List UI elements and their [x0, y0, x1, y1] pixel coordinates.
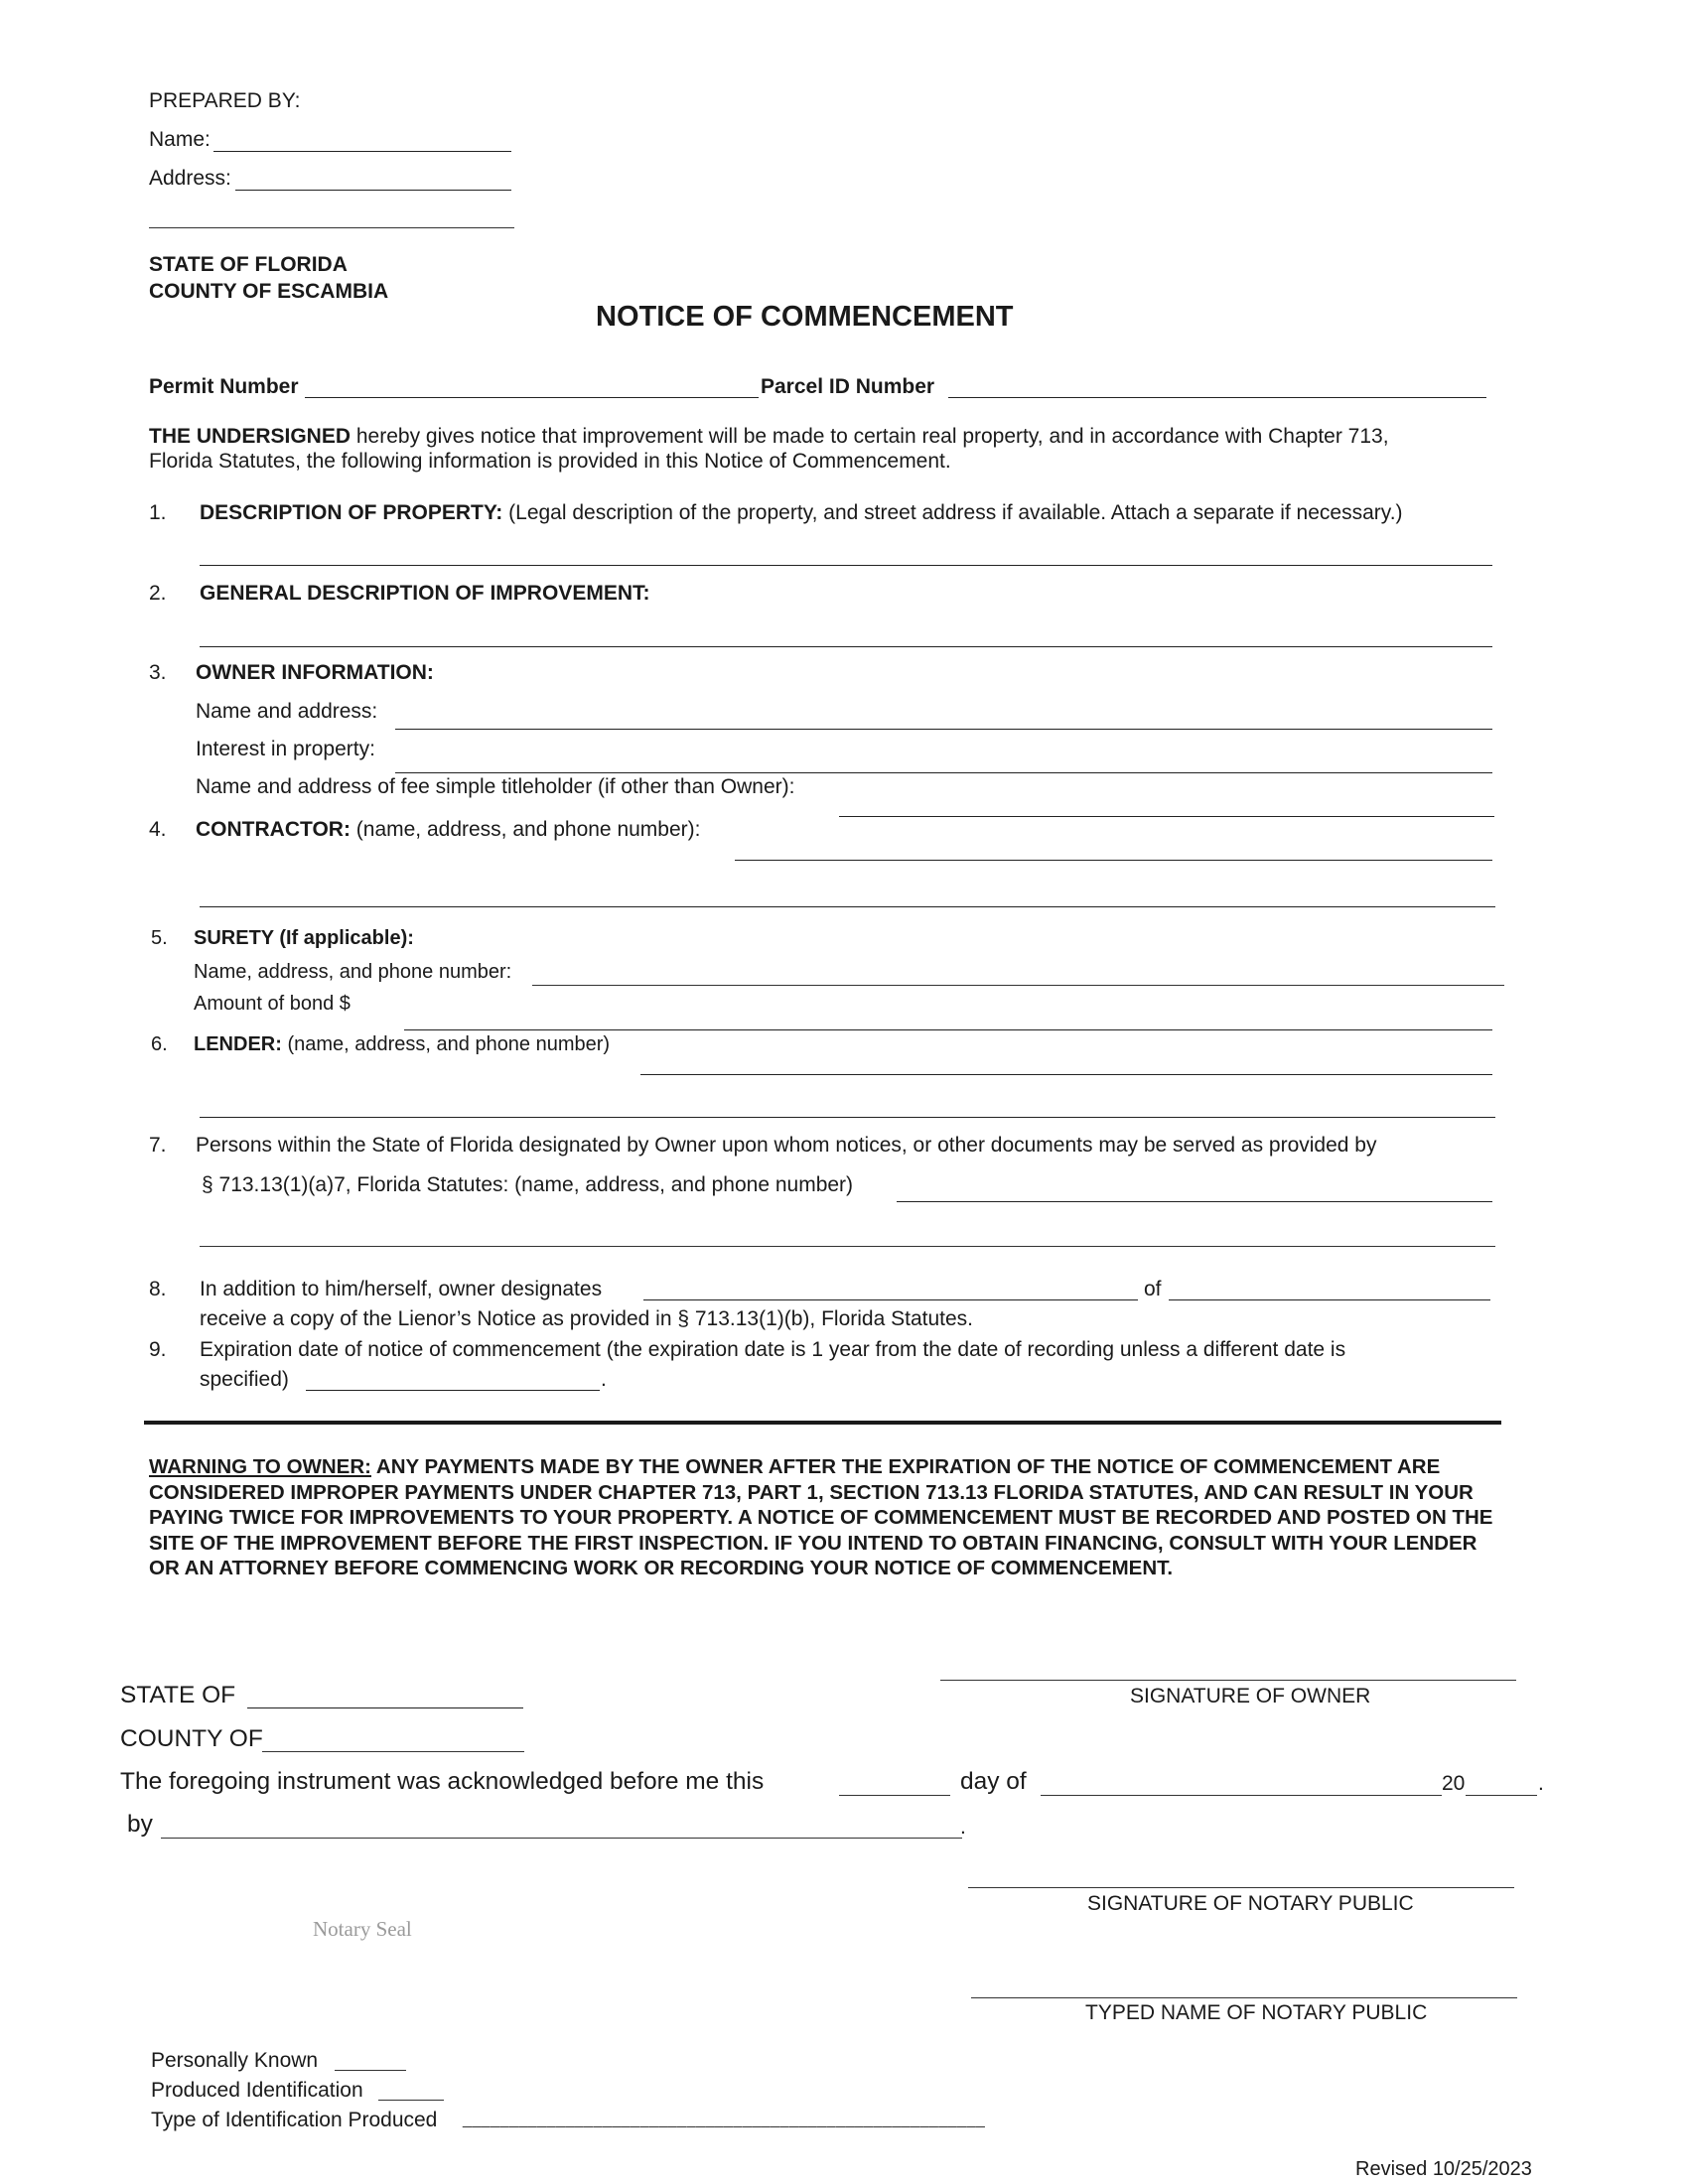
prepared-by-address-label: Address: [149, 167, 231, 190]
warning-heading: WARNING TO OWNER: [149, 1455, 371, 1478]
item-2-number: 2. [149, 582, 167, 605]
item-4-label: CONTRACTOR: [196, 818, 351, 841]
intro-rest: hereby gives notice that improvement will be made to certain real property, and in accordance with Chapter 713, [351, 425, 1389, 448]
produced-id-label: Produced Identification [151, 2079, 363, 2102]
item-3-label: OWNER INFORMATION: [196, 661, 434, 684]
property-description-field[interactable] [200, 565, 1492, 566]
notary-seal-placeholder: Notary Seal [313, 1917, 412, 1941]
parcel-id-field[interactable] [948, 397, 1486, 398]
ack-sentence: The foregoing instrument was acknowledged before me this [120, 1768, 765, 1795]
intro-line-1 [149, 424, 1389, 450]
contractor-field-2[interactable] [200, 906, 1495, 907]
ack-month-field[interactable] [1041, 1795, 1442, 1796]
intro-lead: THE UNDERSIGNED [149, 425, 352, 448]
prepared-by-name-label: Name: [149, 128, 211, 151]
warning-body: ANY PAYMENTS MADE BY THE OWNER AFTER THE EXPIRATION OF THE NOTICE OF COMMENCEMENT ARE CONSIDERED IMPROPER PAYMENTS UNDER CHAPTER 713, PART 1, SECTION 713.13 FLORIDA STATUTES, AND CAN RESULT IN YOUR PAYING TWICE FOR IMPROVEMENTS TO YOUR PROPERTY. A NOTICE OF COMMENCEMENT MUST BE RECORDED AND POSTED ON THE SITE OF THE IMPROVEMENT BEFORE THE FIRST INSPECTION. IF YOU INTEND TO OBTAIN FINANCING, CONSULT WITH YOUR LENDER OR AN ATTORNEY BEFORE COMMENCING WORK OR RECORDING YOUR NOTICE OF COMMENCEMENT. [149, 1455, 1493, 1579]
permit-number-field[interactable] [305, 397, 759, 398]
ack-period: . [1538, 1772, 1544, 1795]
notary-signature-label: SIGNATURE OF NOTARY PUBLIC [1087, 1892, 1414, 1915]
contractor-field[interactable] [735, 860, 1492, 861]
ack-state-label: STATE OF [120, 1682, 236, 1708]
item-8-line-2: receive a copy of the Lienor’s Notice as provided in § 713.13(1)(b), Florida Statutes. [200, 1307, 973, 1330]
produced-id-field[interactable] [378, 2100, 444, 2101]
ack-day-field[interactable] [839, 1795, 950, 1796]
owner-name-address-field[interactable] [395, 729, 1492, 730]
prepared-by-address-field-2[interactable] [149, 227, 514, 228]
ack-state-field[interactable] [247, 1707, 523, 1708]
lender-field-2[interactable] [200, 1117, 1495, 1118]
typed-name-line[interactable] [971, 1997, 1517, 1998]
owner-interest-field[interactable] [395, 772, 1492, 773]
owner-signature-line[interactable] [940, 1680, 1516, 1681]
designee-field-2[interactable] [200, 1246, 1495, 1247]
item-6-description: (name, address, and phone number) [281, 1033, 611, 1055]
item-9-line-2: specified) [200, 1368, 289, 1391]
personally-known-field[interactable] [335, 2070, 406, 2071]
revision-date: Revised 10/25/2023 [1355, 2158, 1532, 2180]
ack-by-field[interactable] [161, 1838, 962, 1839]
surety-name-label: Name, address, and phone number: [194, 961, 512, 983]
item-3-number: 3. [149, 661, 167, 684]
owner-name-address-label: Name and address: [196, 700, 378, 723]
ack-county-field[interactable] [262, 1751, 524, 1752]
item-1-text [200, 500, 1403, 526]
permit-number-label: Permit Number [149, 375, 299, 398]
prepared-by-name-field[interactable] [213, 151, 511, 152]
item-8-number: 8. [149, 1278, 167, 1300]
expiration-date-field[interactable] [306, 1390, 600, 1391]
improvement-description-field[interactable] [200, 646, 1492, 647]
state-label: STATE OF FLORIDA [149, 253, 348, 276]
item-1-description: (Legal description of the property, and street address if available. Attach a separate if necessary.) [502, 501, 1403, 524]
prepared-by-heading: PREPARED BY: [149, 89, 301, 112]
intro-line-2: Florida Statutes, the following information is provided in this Notice of Commencement. [149, 450, 951, 473]
item-5-label: SURETY (If applicable): [194, 927, 414, 949]
page-title: NOTICE OF COMMENCEMENT [596, 301, 1014, 333]
item-9-number: 9. [149, 1338, 167, 1361]
prepared-by-address-field[interactable] [235, 190, 511, 191]
surety-bond-field[interactable] [404, 1029, 1492, 1030]
surety-bond-label: Amount of bond $ [194, 993, 351, 1015]
ack-year-prefix: 20 [1442, 1772, 1466, 1795]
notary-signature-line[interactable] [968, 1887, 1514, 1888]
owner-interest-label: Interest in property: [196, 738, 375, 760]
designee-field[interactable] [897, 1201, 1492, 1202]
ack-by-label: by [127, 1811, 153, 1838]
item-6-label: LENDER: [194, 1033, 282, 1055]
owner-designates-of-field[interactable] [1169, 1299, 1490, 1300]
item-8-of: of [1144, 1278, 1162, 1300]
type-of-id-field[interactable]: ________________________________________________________ [463, 2112, 986, 2128]
item-7-line-2: § 713.13(1)(a)7, Florida Statutes: (name, address, and phone number) [202, 1173, 854, 1196]
item-9-period: . [601, 1368, 607, 1391]
item-4-description: (name, address, and phone number): [350, 818, 701, 841]
ack-by-period: . [960, 1816, 966, 1839]
parcel-id-label: Parcel ID Number [761, 375, 935, 398]
item-9-line-1: Expiration date of notice of commencement (the expiration date is 1 year from the date of recording unless a different date is [200, 1338, 1346, 1361]
ack-county-label: COUNTY OF [120, 1725, 263, 1752]
item-7-number: 7. [149, 1134, 167, 1157]
item-6-number: 6. [151, 1033, 168, 1055]
item-8-line-1: In addition to him/herself, owner designates [200, 1278, 603, 1300]
owner-signature-label: SIGNATURE OF OWNER [1130, 1685, 1371, 1707]
item-1-number: 1. [149, 501, 167, 524]
surety-name-field[interactable] [532, 985, 1504, 986]
warning-paragraph [149, 1454, 1509, 1581]
item-2-label: GENERAL DESCRIPTION OF IMPROVEMENT: [200, 582, 650, 605]
owner-designates-field[interactable] [643, 1299, 1138, 1300]
item-4-number: 4. [149, 818, 167, 841]
county-label: COUNTY OF ESCAMBIA [149, 280, 389, 303]
ack-year-field[interactable] [1466, 1795, 1537, 1796]
typed-name-label: TYPED NAME OF NOTARY PUBLIC [1085, 2001, 1428, 2024]
personally-known-label: Personally Known [151, 2049, 319, 2072]
item-4-text [196, 817, 700, 843]
titleholder-label: Name and address of fee simple titleholder (if other than Owner): [196, 775, 795, 798]
item-1-label: DESCRIPTION OF PROPERTY: [200, 501, 503, 524]
titleholder-field[interactable] [839, 816, 1494, 817]
item-5-number: 5. [151, 927, 168, 949]
section-divider [144, 1421, 1501, 1425]
type-of-id-label: Type of Identification Produced [151, 2109, 438, 2131]
ack-day-of-label: day of [960, 1768, 1027, 1795]
item-6-text [194, 1031, 610, 1057]
item-7-line-1: Persons within the State of Florida designated by Owner upon whom notices, or other documents may be served as provided by [196, 1134, 1377, 1157]
lender-field[interactable] [640, 1074, 1492, 1075]
